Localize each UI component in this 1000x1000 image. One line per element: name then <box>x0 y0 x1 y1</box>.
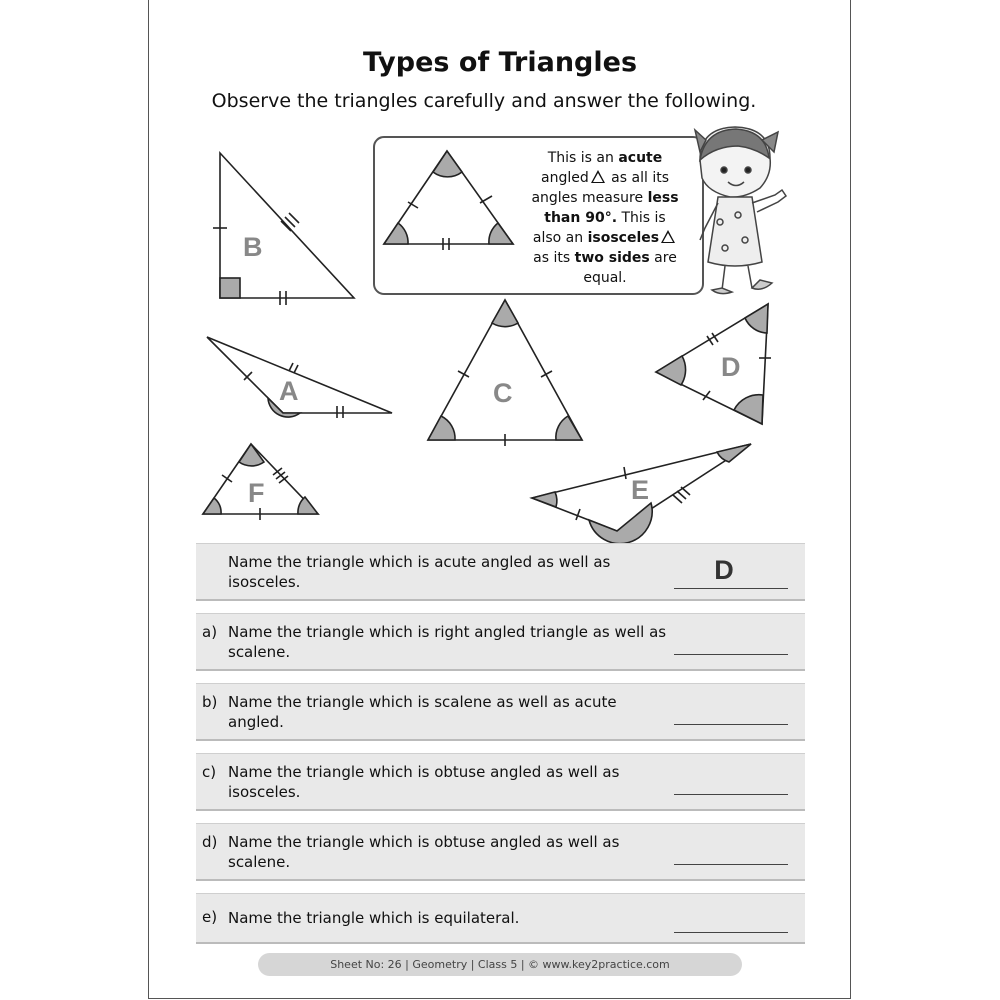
question-text: Name the triangle which is scalene as well as acute angled. <box>228 693 617 731</box>
triangle-symbol-icon <box>661 230 675 243</box>
answer-value: D <box>714 555 734 585</box>
answer-line[interactable] <box>674 654 788 655</box>
question-letter: b) <box>202 693 218 711</box>
triangle-symbol-icon <box>591 170 605 183</box>
triangle-d <box>656 304 771 424</box>
triangle-a <box>207 337 392 418</box>
question-letter: c) <box>202 763 217 781</box>
question-b <box>196 683 805 739</box>
triangle-c-label: C <box>493 378 513 408</box>
page-instructions: Observe the triangles carefully and answer the following. <box>211 90 757 112</box>
question-letter: d) <box>202 833 218 851</box>
question-text: Name the triangle which is equilateral. <box>228 909 520 927</box>
triangle-b-label: B <box>243 232 263 262</box>
question-text: Name the triangle which is right angled triangle as well as scalene. <box>228 623 667 661</box>
question-d <box>196 823 805 879</box>
answer-line[interactable] <box>674 932 788 933</box>
question-letter: e) <box>202 908 218 926</box>
triangle-a-label: A <box>279 376 299 406</box>
triangle-e-label: E <box>631 475 650 505</box>
page-title: Types of Triangles <box>362 47 638 78</box>
question-example <box>196 543 805 599</box>
triangle-b <box>213 153 354 305</box>
answer-line[interactable] <box>674 724 788 725</box>
page-footer: Sheet No: 26 | Geometry | Class 5 | © www.key2practice.com <box>258 953 742 976</box>
triangle-c <box>428 300 582 446</box>
question-e <box>196 893 805 942</box>
answer-line[interactable] <box>674 588 788 589</box>
answer-line[interactable] <box>674 794 788 795</box>
question-text: Name the triangle which is acute angled as well as isosceles. <box>228 553 611 591</box>
answer-line[interactable] <box>674 864 788 865</box>
question-text: Name the triangle which is obtuse angled as well as scalene. <box>228 833 620 871</box>
question-letter: a) <box>202 623 218 641</box>
question-c <box>196 753 805 809</box>
question-a <box>196 613 805 669</box>
acute-isosceles-explanation: This is an acute angled as all its angles measure less than 90°. This is also an isosceles as its two sides are equal. <box>531 150 679 286</box>
question-text: Name the triangle which is obtuse angled as well as isosceles. <box>228 763 620 801</box>
triangle-f-label: F <box>248 478 265 508</box>
girl-cartoon <box>695 127 786 294</box>
triangle-d-label: D <box>721 352 741 382</box>
